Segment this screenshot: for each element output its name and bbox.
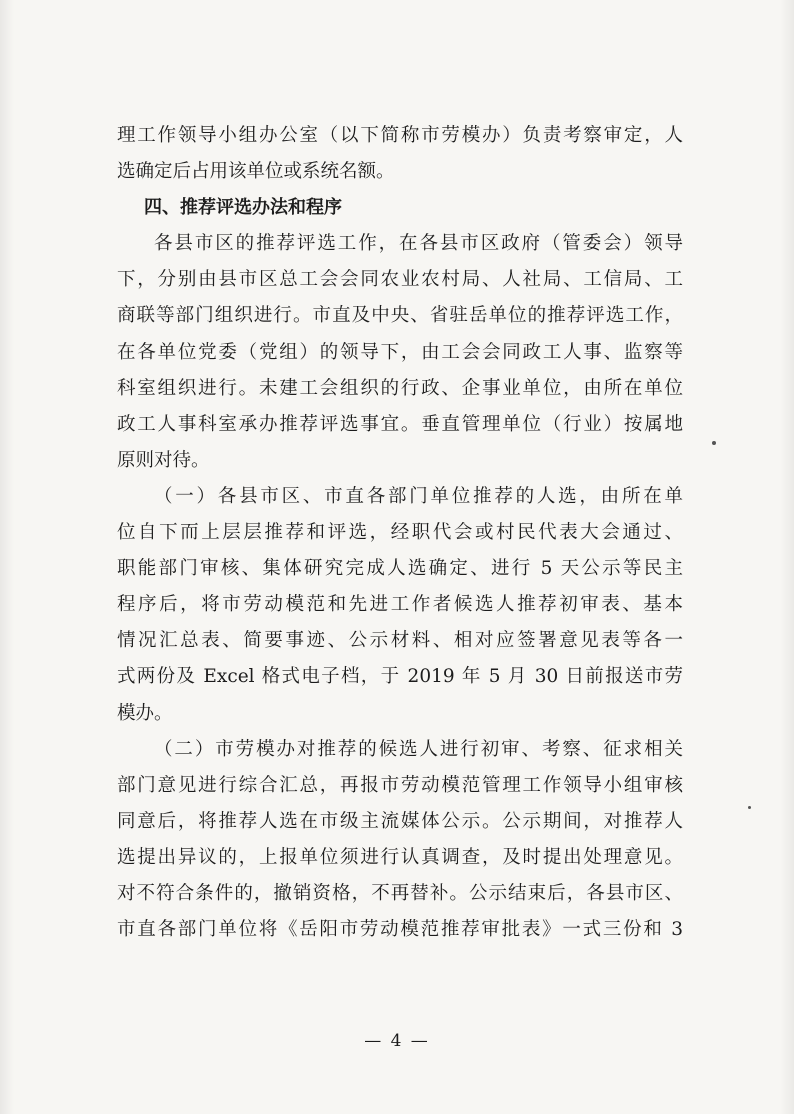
paragraph-line: 模办。 xyxy=(117,702,173,724)
paragraph-line: 下，分别由县市区总工会会同农业农村局、人社局、工信局、工 xyxy=(117,269,683,291)
paragraph-line: 对不符合条件的，撤销资格，不再替补。公示结束后，各县市区、 xyxy=(117,882,683,904)
paragraph-line: （一）各县市区、市直各部门单位推荐的人选，由所在单 xyxy=(154,485,683,507)
paragraph-line: 商联等部门组织进行。市直及中央、省驻岳单位的推荐评选工作， xyxy=(117,305,683,327)
scan-speck xyxy=(712,441,716,445)
paragraph-line: （二）市劳模办对推荐的候选人进行初审、考察、征求相关 xyxy=(154,738,683,760)
paragraph-line: 选提出异议的，上报单位须进行认真调查，及时提出处理意见。 xyxy=(117,846,683,868)
paragraph-line: 科室组织进行。未建工会组织的行政、企事业单位，由所在单位 xyxy=(117,377,683,399)
paragraph-line: 政工人事科室承办推荐评选事宜。垂直管理单位（行业）按属地 xyxy=(117,413,683,435)
section-heading: 四、推荐评选办法和程序 xyxy=(144,197,342,219)
paragraph-line: 理工作领导小组办公室（以下简称市劳模办）负责考察审定，人 xyxy=(117,125,683,146)
paragraph-line: 市直各部门单位将《岳阳市劳动模范推荐审批表》一式三份和 3 xyxy=(117,919,683,941)
paragraph-line: 选确定后占用该单位或系统名额。 xyxy=(117,161,395,183)
body-text xyxy=(117,118,683,948)
paragraph-line: 在各单位党委（党组）的领导下，由工会会同政工人事、监察等 xyxy=(117,341,683,363)
page-number: — 4 — xyxy=(364,1031,430,1051)
paragraph-line: 情况汇总表、简要事迹、公示材料、相对应签署意见表等各一 xyxy=(117,630,683,652)
paragraph-line: 式两份及 Excel 格式电子档，于 2019 年 5 月 30 日前报送市劳 xyxy=(117,666,683,688)
paragraph-line: 位自下而上层层推荐和评选，经职代会或村民代表大会通过、 xyxy=(117,522,683,544)
paragraph-line: 原则对待。 xyxy=(117,449,210,471)
paragraph-line: 职能部门审核、集体研究完成人选确定、进行 5 天公示等民主 xyxy=(117,558,683,580)
paragraph-line: 程序后，将市劳动模范和先进工作者候选人推荐初审表、基本 xyxy=(117,594,683,616)
paragraph-line: 同意后，将推荐人选在市级主流媒体公示。公示期间，对推荐人 xyxy=(117,810,683,832)
scan-edge-shadow xyxy=(780,0,794,1114)
scan-speck xyxy=(748,806,751,809)
paragraph-line: 各县市区的推荐评选工作，在各县市区政府（管委会）领导 xyxy=(154,233,683,255)
paragraph-line: 部门意见进行综合汇总，再报市劳动模范管理工作领导小组审核 xyxy=(117,774,683,796)
scan-edge-shadow xyxy=(0,0,14,1114)
